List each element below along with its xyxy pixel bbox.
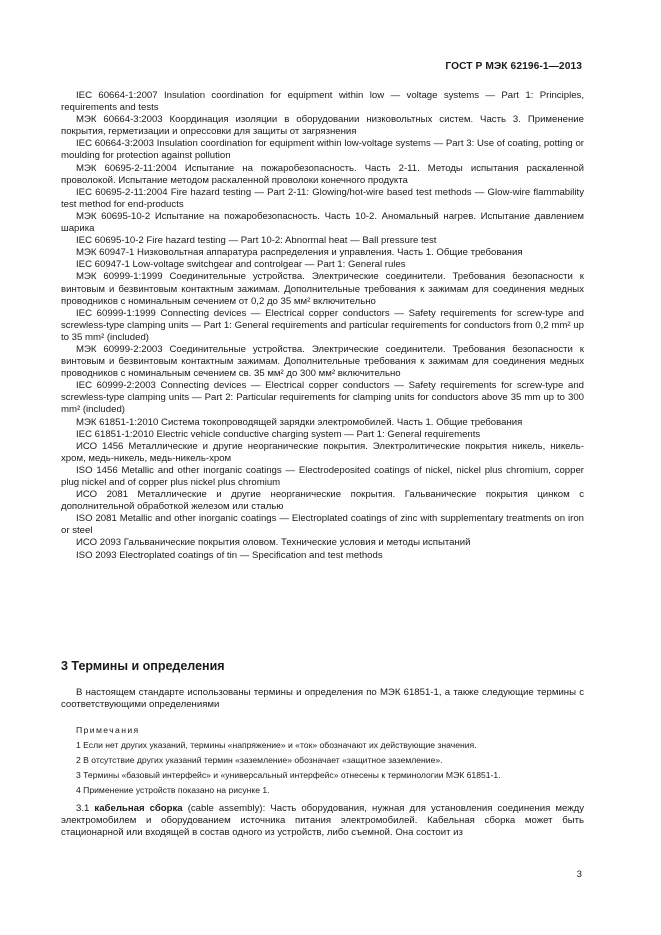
reference-item: ISO 2093 Electroplated coatings of tin — Specification and test methods [76,549,383,561]
reference-item: ISO 1456 Metallic and other inorganic coatings — Electrodeposited coatings of nickel, nickel plus chromium, copper plug nickel and of copper plus nickel plus chromium [61,464,584,488]
reference-item: МЭК 61851-1:2010 Система токопроводящей зарядки электромобилей. Часть 1. Общие требования [76,416,523,428]
definition-3-1 [61,803,584,839]
reference-item: IEC 60664-1:2007 Insulation coordination for equipment within low — voltage systems — Part 1: Principles, requirements and tests [61,90,584,114]
reference-item: МЭК 60695-10-2 Испытание на пожаробезопасность. Часть 10-2. Аномальный нагрев. Испытание давлением шарика [61,210,584,235]
notes-block [76,723,584,798]
reference-item: IEC 60947-1 Low-voltage switchgear and controlgear — Part 1: General rules [76,259,406,271]
definition-term: кабельная сборка [94,803,183,814]
reference-item: ISO 2081 Metallic and other inorganic coatings — Electroplated coatings of zinc with supplementary treatments on iron or steel [61,513,584,537]
page-number: 3 [576,869,582,880]
section-title: 3 Термины и определения [61,659,225,673]
reference-item: IEC 61851-1:2010 Electric vehicle conductive charging system — Part 1: General requirements [76,428,481,440]
reference-item: IEC 60695-2-11:2004 Fire hazard testing — Part 2-11: Glowing/hot-wire based test methods — Glow-wire flammability test method for end-products [61,186,584,210]
standard-header: ГОСТ Р МЭК 62196-1—2013 [445,61,582,72]
reference-item: ИСО 2081 Металлические и другие неорганические покрытия. Гальванические покрытия цинком с дополнительной обработкой железом или сталью [61,489,584,513]
reference-item: IEC 60999-1:1999 Connecting devices — Electrical copper conductors — Safety requirements for screw-type and screwless-type clamping units — Part 1: General requirements and particular requirements for conductors from 0,2 mm² up to 35 mm² (included) [61,307,584,343]
notes-heading: Примечания [76,725,140,735]
section-intro [61,687,584,711]
note-item: 4 Применение устройств показано на рисунке 1. [76,784,270,795]
definition-english: (cable assembly): [187,803,266,814]
intro-paragraph: В настоящем стандарте использованы термины и определения по МЭК 61851-1, а также следующие термины с соответствующими определениями [61,687,584,711]
reference-item: МЭК 60695-2-11:2004 Испытание на пожаробезопасность. Часть 2-11. Методы испытания раскаленной проволокой. Испытание методом раскаленной проволоки конечного продукта [61,162,584,186]
reference-item: ИСО 2093 Гальванические покрытия оловом. Технические условия и методы испытаний [76,537,471,549]
definition-number: 3.1 [76,803,90,814]
reference-item: МЭК 60664-3:2003 Координация изоляции в оборудовании низковольтных систем. Часть 3. Применение покрытия, герметизации и опрессовки для защиты от загрязнения [61,114,584,138]
reference-item: ИСО 1456 Металлические и другие неорганические покрытия. Электролитические покрытия никель, никель-хром, медь-никель, медь-никель-хром [61,440,584,464]
reference-item: IEC 60695-10-2 Fire hazard testing — Part 10-2: Abnormal heat — Ball pressure test [76,235,437,247]
note-item: 1 Если нет других указаний, термины «напряжение» и «ток» обозначают их действующие значения. [76,739,477,750]
definition-text: Часть оборудования, нужная для установления соединения между электромобилем и оборудованием источника питания электромобилей. Кабельная сборка может быть стационарной или входящей в состав одного из устройств, либо съемной. Она состоит из [61,803,585,839]
reference-item: IEC 60999-2:2003 Connecting devices — Electrical copper conductors — Safety requirements for screw-type and screwless-type clamping units — Part 2: Particular requirements for clamping units for conductors above 35 mm up to 300 mm² (included) [61,380,584,416]
definition-paragraph [61,803,584,839]
reference-item: IEC 60664-3:2003 Insulation coordination for equipment within low-voltage systems — Part 3: Use of coating, potting or moulding for protection against pollution [61,138,584,162]
reference-item: МЭК 60999-2:2003 Соединительные устройства. Электрические соединители. Требования безопасности к винтовым и безвинтовым контактным зажимам. Дополнительные требования к зажимам для соединения медных проводников с номинальным сечением св. 35 мм² до 300 мм² включительно [61,343,584,380]
note-item: 2 В отсутствие других указаний термин «заземление» обозначает «защитное заземление». [76,754,443,765]
normative-references [61,90,584,562]
reference-item: МЭК 60947-1 Низковольтная аппаратура распределения и управления. Часть 1. Общие требования [76,247,523,259]
reference-item: МЭК 60999-1:1999 Соединительные устройства. Электрические соединители. Требования безопасности к винтовым и безвинтовым контактным зажимам. Дополнительные требования к зажимам для соединения медных проводников с номинальным сечением от 0,2 до 35 мм² включительно [61,271,584,307]
note-item: 3 Термины «базовый интерфейс» и «универсальный интерфейс» отнесены к терминологии МЭК 61851-1. [76,769,501,780]
